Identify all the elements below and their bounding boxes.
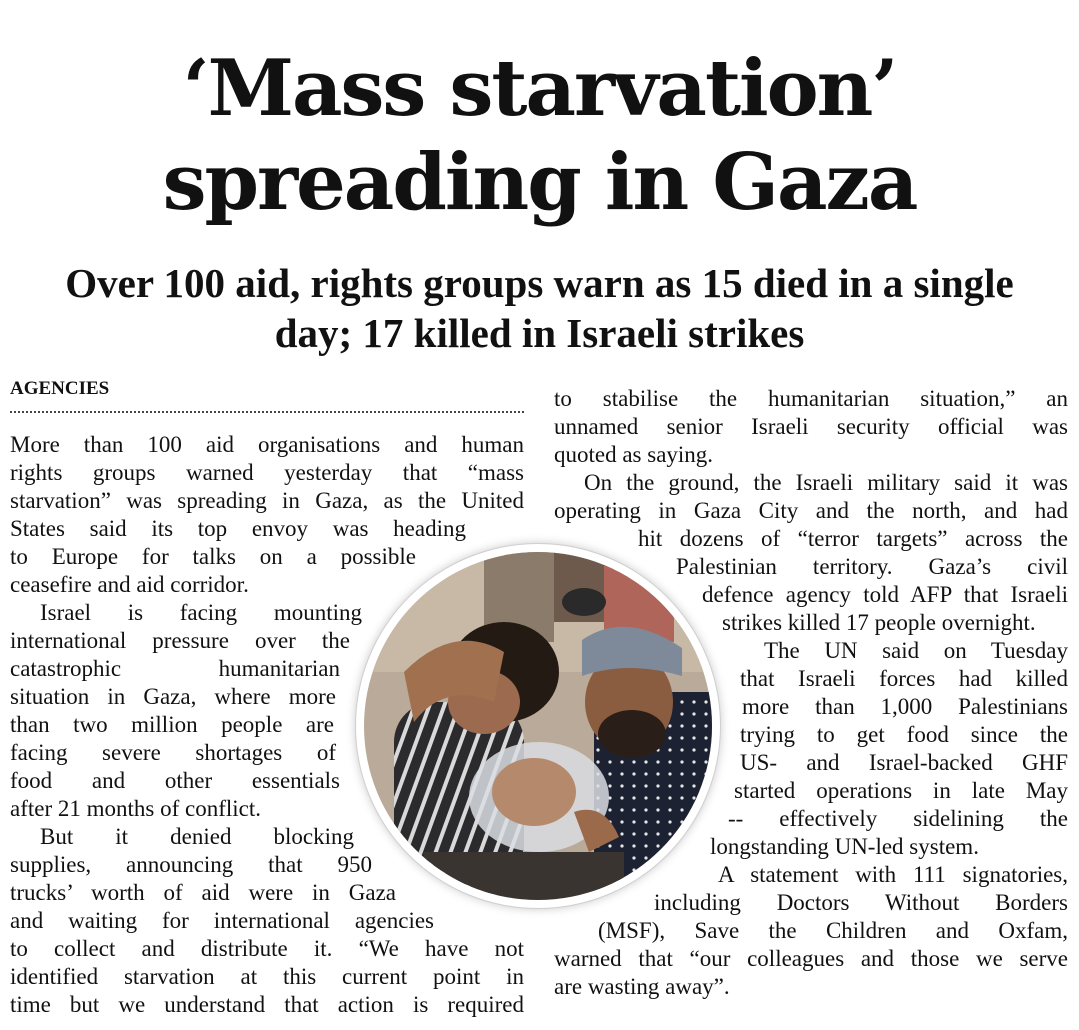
body-line: supplies, announcing that 950 [10, 852, 372, 877]
body-line: to collect and distribute it. “We have not [10, 936, 524, 961]
body-line: -- effectively sidelining the [728, 806, 1068, 831]
body-line: facing severe shortages of [10, 740, 336, 765]
body-line: rights groups warned yesterday that “mass [10, 460, 524, 485]
body-line: starvation” was spreading in Gaza, as the United [10, 488, 524, 513]
body-line: including Doctors Without Borders [654, 890, 1068, 915]
body-line: unnamed senior Israeli security official was [554, 414, 1068, 439]
byline-divider [10, 411, 524, 413]
body-line: than two million people are [10, 712, 334, 737]
body-line: international pressure over the [10, 628, 350, 653]
body-line: situation in Gaza, where more [10, 684, 336, 709]
body-line: operating in Gaza City and the north, and had [554, 498, 1068, 523]
body-line: are wasting away”. [554, 974, 730, 999]
subheadline-line-1: Over 100 aid, rights groups warn as 15 died in a single [65, 260, 1014, 306]
body-line: quoted as saying. [554, 442, 714, 467]
body-line: more than 1,000 Palestinians [742, 694, 1068, 719]
body-line: On the ground, the Israeli military said it was [584, 470, 1068, 495]
body-line: longstanding UN-led system. [710, 834, 979, 859]
body-line: The UN said on Tuesday [764, 638, 1068, 663]
body-line: to Europe for talks on a possible [10, 544, 416, 569]
body-line: trucks’ worth of aid were in Gaza [10, 880, 396, 905]
byline: AGENCIES [10, 378, 110, 399]
body-line: hit dozens of “terror targets” across the [638, 526, 1068, 551]
subheadline-line-2: day; 17 killed in Israeli strikes [274, 310, 805, 356]
body-line: catastrophic humanitarian [10, 656, 340, 681]
body-line: But it denied blocking [40, 824, 354, 849]
body-line: warned that “our colleagues and those we serve [554, 946, 1068, 971]
body-line: to stabilise the humanitarian situation,” an [554, 386, 1068, 411]
body-line: Palestinian territory. Gaza’s civil [676, 554, 1068, 579]
body-line: time but we understand that action is required [10, 992, 524, 1017]
body-line: identified starvation at this current point in [10, 964, 524, 989]
body-line: that Israeli forces had killed [740, 666, 1068, 691]
headline-line-1: ‘Mass starvation’ [182, 43, 897, 134]
body-line: Israel is facing mounting [40, 600, 362, 625]
body-line: (MSF), Save the Children and Oxfam, [598, 918, 1068, 943]
headline [0, 42, 1079, 230]
body-line: US- and Israel-backed GHF [740, 750, 1068, 775]
body-line: trying to get food since the [740, 722, 1068, 747]
headline-line-2: spreading in Gaza [162, 137, 917, 228]
body-line: started operations in late May [734, 778, 1068, 803]
news-photo [356, 544, 720, 908]
body-line: after 21 months of conflict. [10, 796, 262, 821]
body-line: States said its top envoy was heading [10, 516, 466, 541]
body-line: and waiting for international agencies [10, 908, 434, 933]
photo-illustration [364, 552, 712, 900]
body-line: More than 100 aid organisations and human [10, 432, 524, 457]
subheadline [0, 258, 1079, 358]
body-line: defence agency told AFP that Israeli [702, 582, 1068, 607]
body-line: strikes killed 17 people overnight. [722, 610, 1036, 635]
body-line: A statement with 111 signatories, [718, 862, 1068, 887]
body-line: ceasefire and aid corridor. [10, 572, 249, 597]
body-line: food and other essentials [10, 768, 340, 793]
